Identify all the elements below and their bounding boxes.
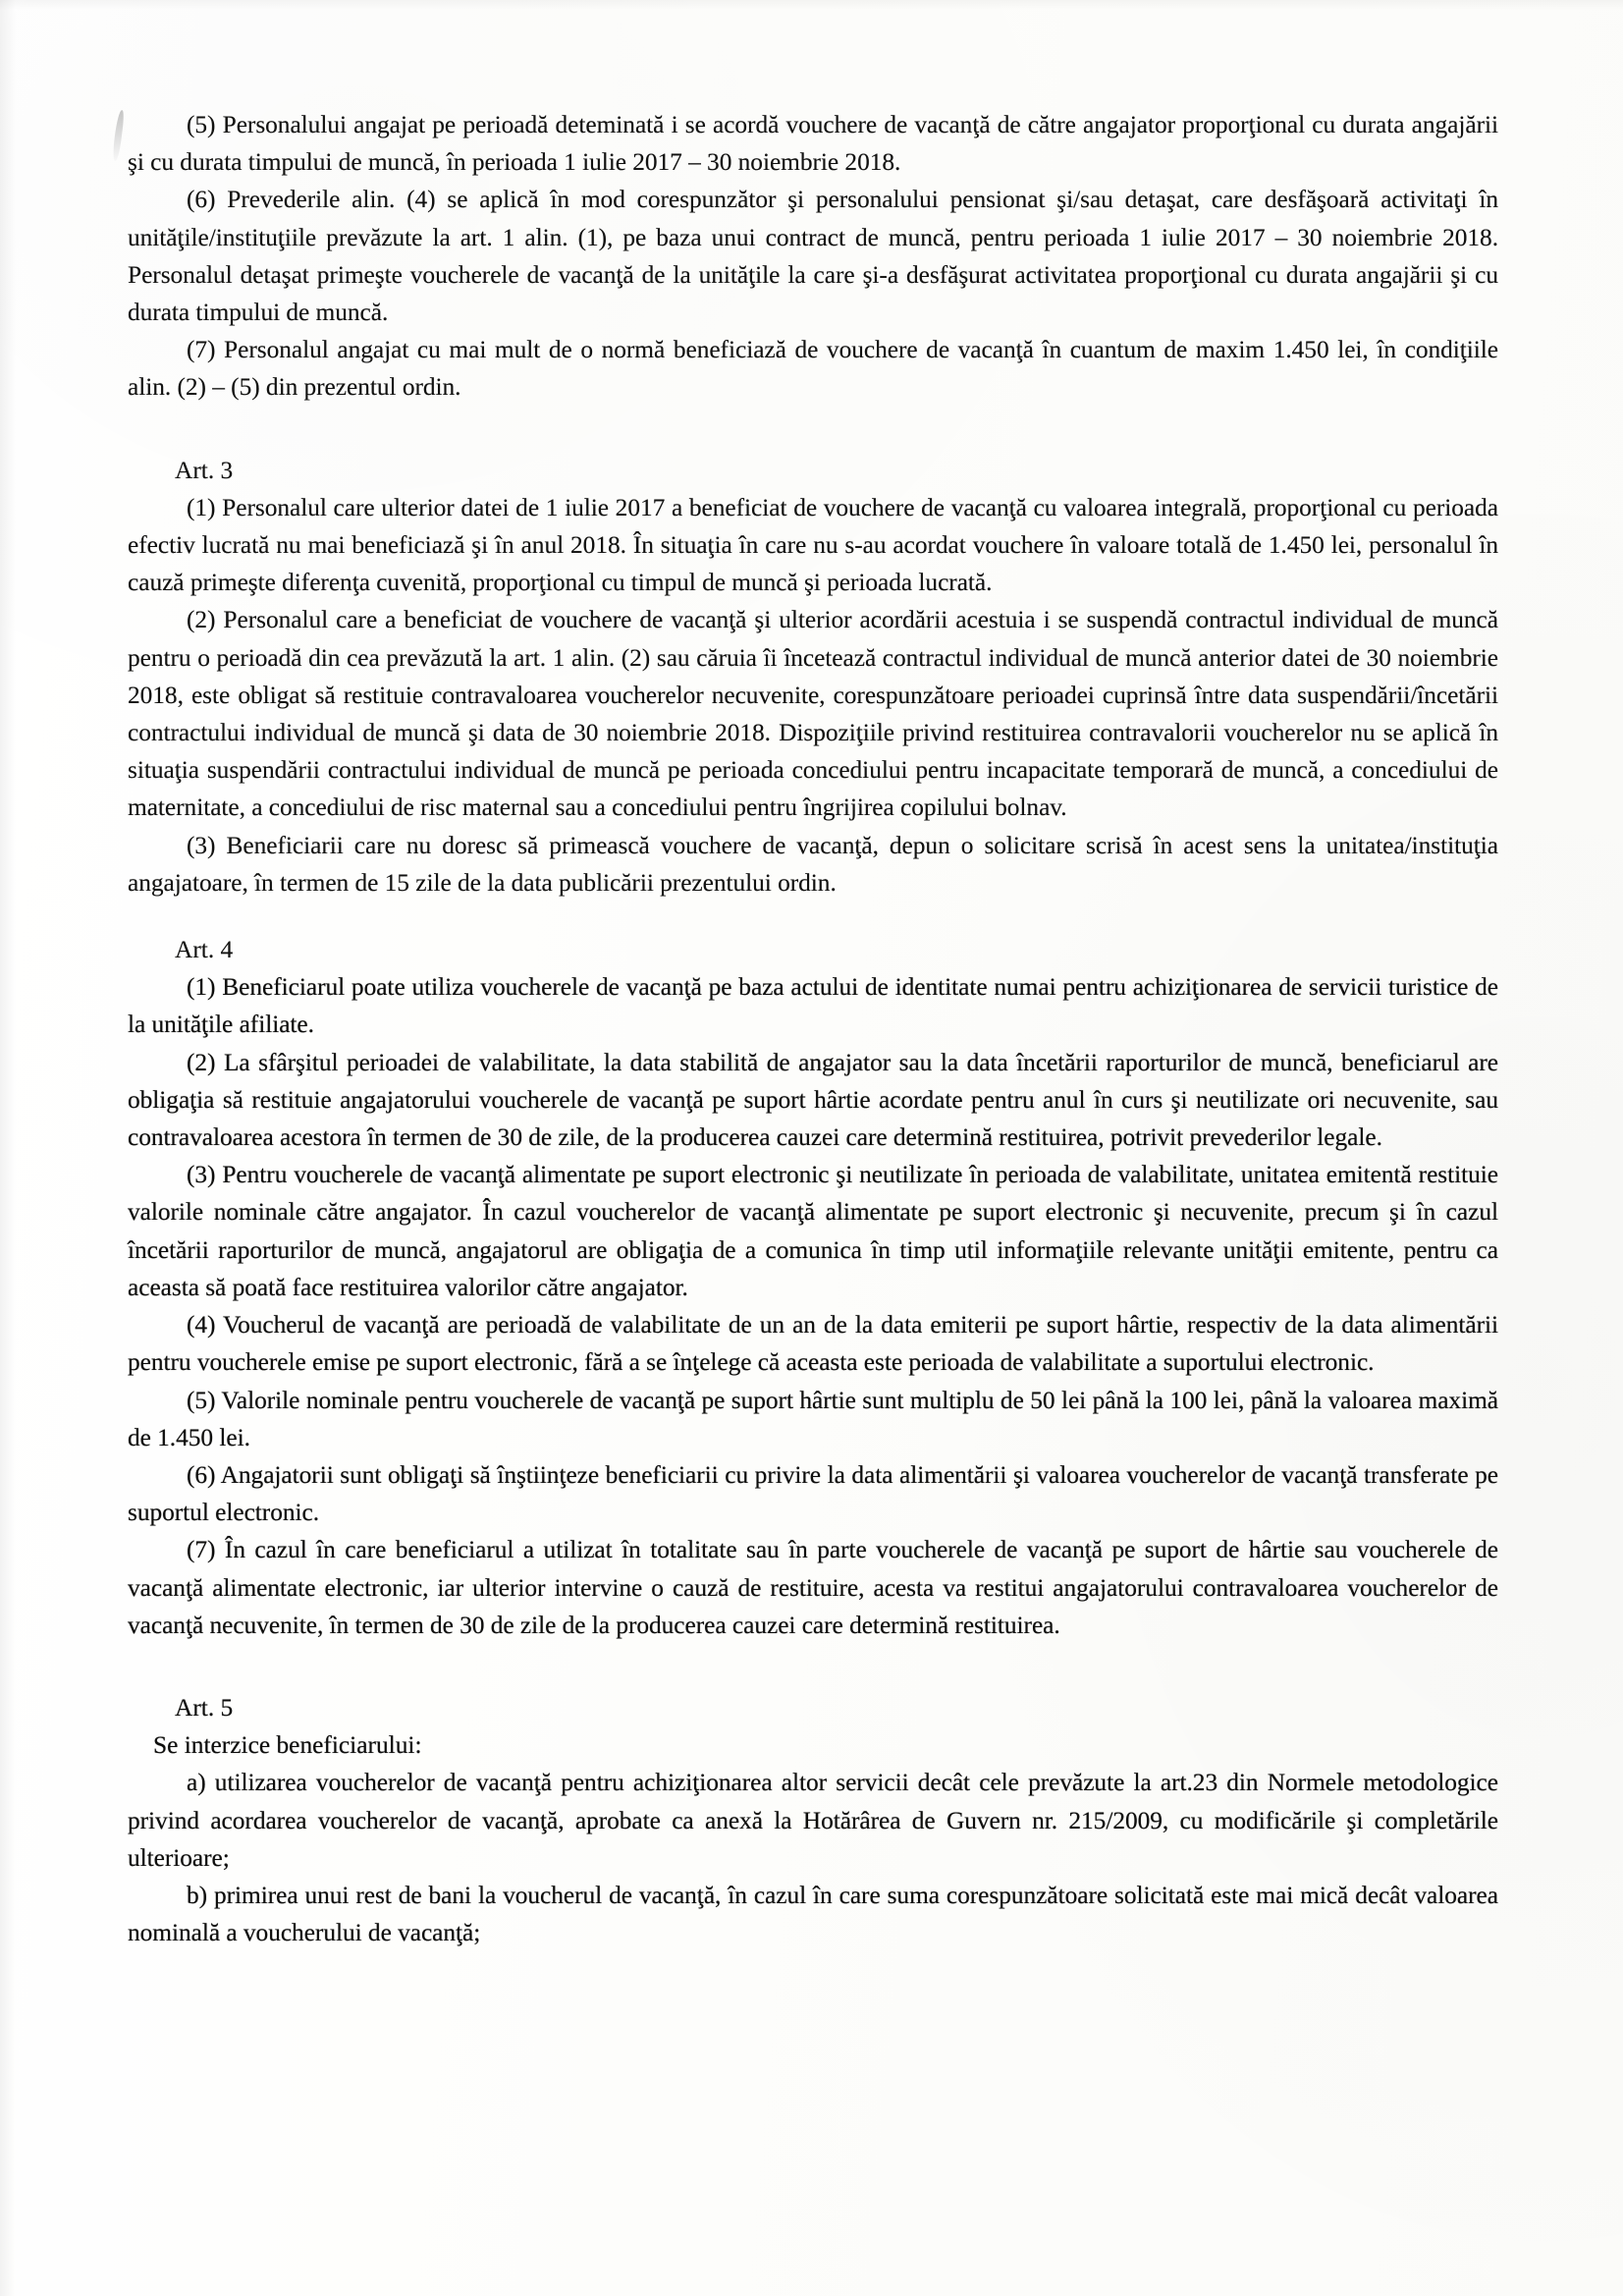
scan-artifact-mark: [112, 110, 125, 161]
document-body: [128, 106, 1498, 1951]
section-spacer: [128, 902, 1498, 931]
heading-art-4: Art. 4: [175, 936, 234, 964]
section-spacer: [128, 1644, 1498, 1689]
heading-art-3: Art. 3: [175, 456, 234, 484]
paragraph-art2-alin7: (7) Personalul angajat cu mai mult de o normă beneficiază de vouchere de vacanţă în cuantum de maxim 1.450 lei, în condiţiile alin. (2) – (5) din prezentul ordin.: [128, 336, 1498, 402]
paragraph-art4-alin3: (3) Pentru voucherele de vacanţă alimentate pe suport electronic şi neutilizate în perioada de valabilitate, unitatea emitentă restituie valorile nominale către angajator. În cazul voucherelor de vacanţă alimentate pe suport electronic şi necuvenite, precum şi în cazul încetării raporturilor de muncă, angajatorul are obligaţia de a comunica în timp util informaţiile relevante unităţii emitente, pentru ca aceasta să poată face restituirea valorilor către angajator.: [128, 1161, 1498, 1301]
paragraph-art5-lit-a: a) utilizarea voucherelor de vacanţă pentru achiziţionarea altor servicii decât cele prevăzute la art.23 din Normele metodologice privind acordarea voucherelor de vacanţă, aprobate ca anexă la Hotărârea de Guvern nr. 215/2009, cu modificările şi completările ulterioare;: [128, 1769, 1498, 1872]
paragraph-art4-alin5: (5) Valorile nominale pentru voucherele de vacanţă pe suport hârtie sunt multiplu de 50 lei până la 100 lei, până la valoarea maximă de 1.450 lei.: [128, 1386, 1498, 1451]
paragraph-art2-alin5: (5) Personalului angajat pe perioadă deteminată i se acordă vouchere de vacanţă de către angajator proporţional cu durata angajării şi cu durata timpului de muncă, în perioada 1 iulie 2017 – 30 noiembrie 2018.: [128, 111, 1498, 177]
paragraph-art4-alin4: (4) Voucherul de vacanţă are perioadă de valabilitate de un an de la data emiterii pe suport hârtie, respectiv de la data alimentării pentru voucherele emise pe suport electronic, fără a se înţelege că aceasta este perioada de valabilitate a suportului electronic.: [128, 1311, 1498, 1377]
section-spacer: [128, 407, 1498, 452]
scan-left-edge-shadow: [0, 0, 16, 2296]
paragraph-art4-alin6: (6) Angajatorii sunt obligaţi să înştiinţeze beneficiarii cu privire la data alimentării şi valoarea voucherelor de vacanţă transferate pe suportul electronic.: [128, 1460, 1498, 1527]
heading-art-5: Art. 5: [175, 1693, 234, 1722]
paragraph-art3-alin3: (3) Beneficiarii care nu doresc să primească vouchere de vacanţă, depun o solicitare scrisă în acest sens la unitatea/instituţia angajatoare, în termen de 15 zile de la data publicării prezentului ordin.: [128, 831, 1498, 897]
paragraph-art4-alin1: (1) Beneficiarul poate utiliza voucherele de vacanţă pe baza actului de identitate numai pentru achiziţionarea de servicii turistice de la unităţile afiliate.: [128, 973, 1498, 1039]
paragraph-art4-alin2: (2) La sfârşitul perioadei de valabilitate, la data stabilită de angajator sau la data încetării raporturilor de muncă, beneficiarul are obligaţia să restituie angajatorului voucherele de vacanţă pe suport hârtie acordate pentru anul în curs şi neutilizate ori necuvenite, sau contravaloarea acestora în termen de 30 de zile, de la producerea cauzei care determină restituirea, potrivit prevederilor legale.: [128, 1048, 1498, 1152]
paragraph-art5-lead: Se interzice beneficiarului:: [153, 1731, 422, 1760]
scan-top-edge-shadow: [0, 0, 1623, 10]
paragraph-art5-lit-b: b) primirea unui rest de bani la voucherul de vacanţă, în cazul în care suma corespunzătoare solicitată este mai mică decât valoarea nominală a voucherului de vacanţă;: [128, 1881, 1498, 1947]
paragraph-art4-alin7: (7) În cazul în care beneficiarul a utilizat în totalitate sau în parte voucherele de vacanţă pe suport de hârtie sau voucherele de vacanţă alimentate electronic, iar ulterior intervine o cauză de restituire, acesta va restitui angajatorului contravaloarea voucherelor de vacanţă necuvenite, în termen de 30 de zile de la producerea cauzei care determină restituirea.: [128, 1536, 1498, 1639]
paragraph-art2-alin6: (6) Prevederile alin. (4) se aplică în mod corespunzător şi personalului pensionat şi/sau detaşat, care desfăşoară activitaţi în unităţile/instituţiile prevăzute la art. 1 alin. (1), pe baza unui contract de muncă, pentru perioada 1 iulie 2017 – 30 noiembrie 2018. Personalul detaşat primeşte voucherele de vacanţă de la unităţile la care şi-a desfăşurat activitatea proporţional cu durata angajării şi cu durata timpului de muncă.: [128, 186, 1498, 327]
document-body-lower: [128, 968, 1498, 1951]
paragraph-art3-alin1: (1) Personalul care ulterior datei de 1 iulie 2017 a beneficiat de vouchere de vacanţă cu valoarea integrală, proporţional cu perioada efectiv lucrată nu mai beneficiază şi în anul 2018. În situaţia în care nu s-au acordat vouchere în valoare totală de 1.450 lei, personalul în cauză primeşte diferenţa cuvenită, proporţional cu timpul de muncă şi perioada lucrată.: [128, 493, 1498, 597]
paragraph-art3-alin2: (2) Personalul care a beneficiat de vouchere de vacanţă şi ulterior acordării acestuia i se suspendă contractul individual de muncă pentru o perioadă din cea prevăzută la art. 1 alin. (2) sau căruia îi încetează contractul individual de muncă anterior datei de 30 noiembrie 2018, este obligat să restituie contravaloarea voucherelor necuvenite, corespunzătoare perioadei cuprinsă între data suspendării/încetării contractului individual de muncă şi data de 30 noiembrie 2018. Dispoziţiile privind restituirea contravalorii voucherelor nu se aplică în situaţia suspendării contractului individual de muncă pe perioada concediului pentru incapacitate temporară de muncă, a concediului de maternitate, a concediului de risc maternal sau a concediului pentru îngrijirea copilului bolnav.: [128, 606, 1498, 822]
